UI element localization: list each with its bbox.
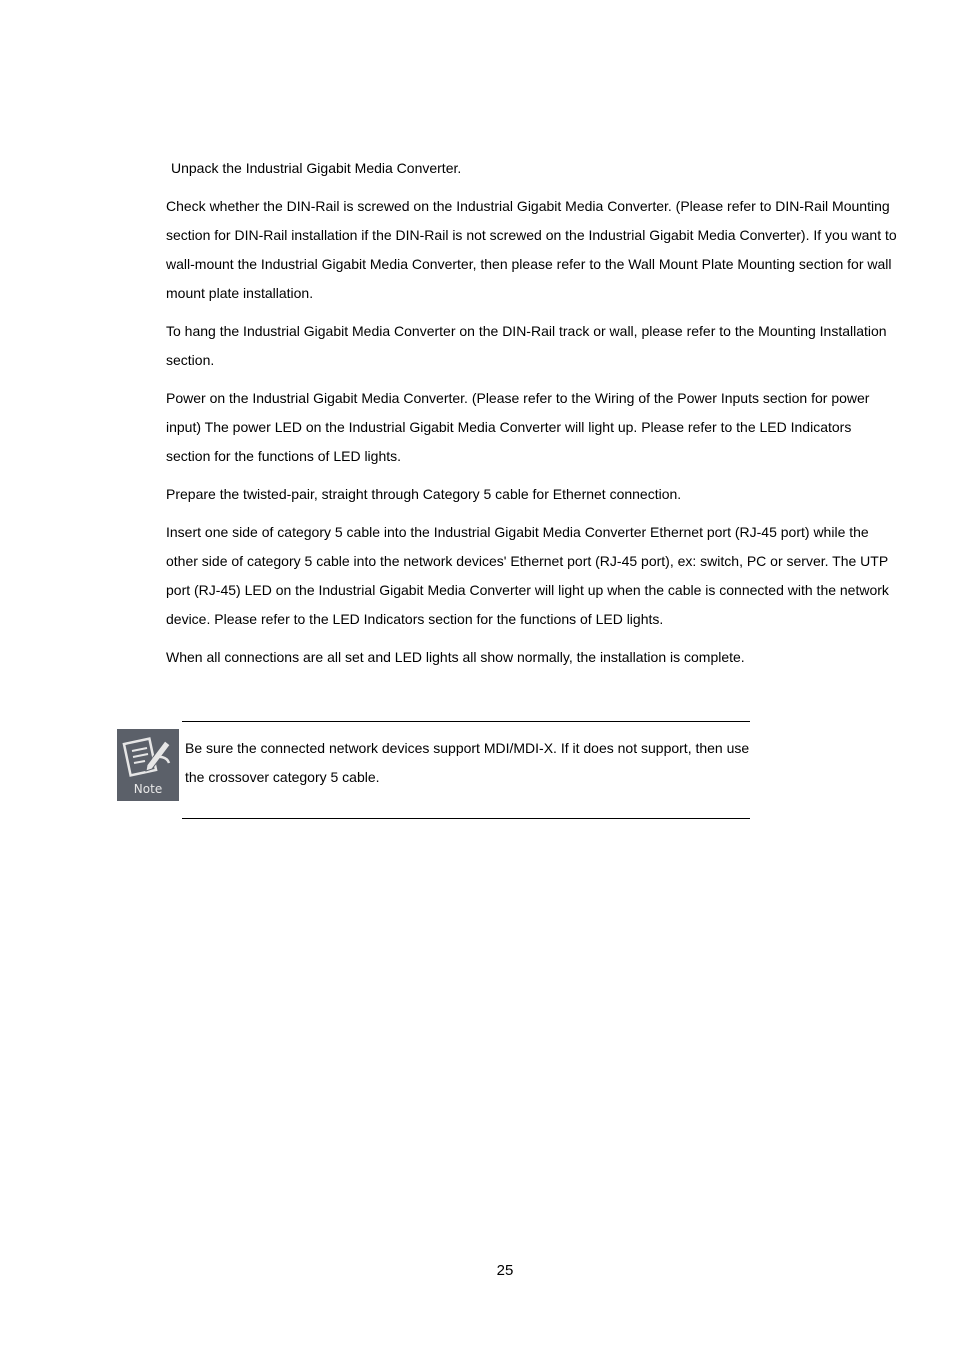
note-icon-label: Note bbox=[133, 782, 163, 796]
note-pencil-glyph-icon bbox=[117, 729, 179, 785]
step-din-rail-check: Check whether the DIN-Rail is screwed on the Industrial Gigabit Media Converter. (Please refer to DIN-Rail Mounting section for DIN-Rail installation if the DIN-Rail is not screwed on the Industrial Gigabit Media Converter). If you want to wall-mount the Industrial Gigabit Media Converter, then please refer to the Wall Mount Plate Mounting section for wall mount plate installation. bbox=[166, 198, 897, 301]
step-power-on: Power on the Industrial Gigabit Media Converter. (Please refer to the Wiring of the Power Inputs section for power input) The power LED on the Industrial Gigabit Media Converter will light up. Please refer to the LED Indicators section for the functions of LED lights. bbox=[166, 390, 870, 464]
step-insert-cable: Insert one side of category 5 cable into the Industrial Gigabit Media Converter Ethernet port (RJ-45 port) while the other side of category 5 cable into the network devices' Ethernet port (RJ-45 port), ex: switch, PC or server. The UTP port (RJ-45) LED on the Industrial Gigabit Media Converter will light up when the cable is connected with the network device. Please refer to the LED Indicators section for the functions of LED lights. bbox=[166, 524, 889, 627]
note-pencil-icon bbox=[117, 729, 179, 801]
step-prepare-cable: Prepare the twisted-pair, straight through Category 5 cable for Ethernet connection. bbox=[166, 486, 682, 502]
note-bottom-divider bbox=[182, 818, 750, 819]
step-hang-converter: To hang the Industrial Gigabit Media Converter on the DIN-Rail track or wall, please refer to the Mounting Installation section. bbox=[166, 323, 887, 368]
page-number: 25 bbox=[496, 1262, 514, 1279]
note-text: Be sure the connected network devices support MDI/MDI-X. If it does not support, then use the crossover category 5 cable. bbox=[185, 740, 750, 785]
step-unpack: Unpack the Industrial Gigabit Media Converter. bbox=[171, 160, 462, 176]
step-complete: When all connections are all set and LED lights all show normally, the installation is complete. bbox=[166, 649, 745, 665]
note-top-divider bbox=[182, 721, 750, 722]
